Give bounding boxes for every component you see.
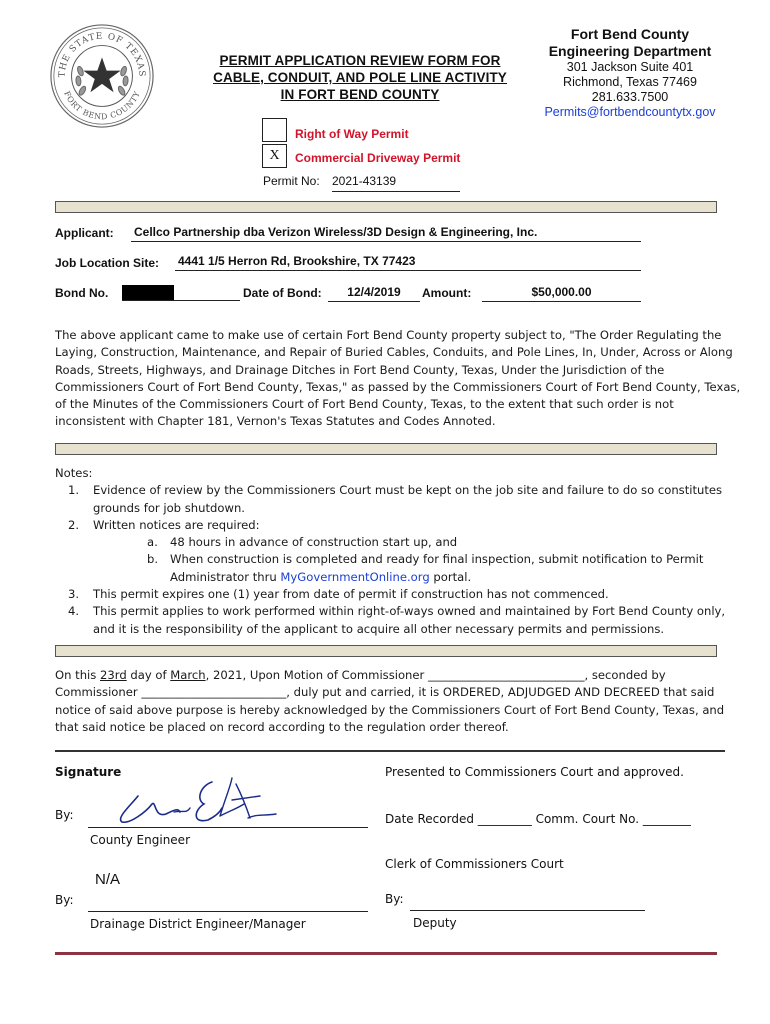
note-text: Evidence of review by the Commissioners Court must be kept on the job site and failure to do so constitutes <box>93 483 723 498</box>
intro-line: Commissioners Court of Fort Bend County, Texas," as passed by the Commissioners Court of Fort Bend County, Texas, <box>55 379 741 394</box>
order-month: March <box>170 668 206 682</box>
clerk-label: Clerk of Commissioners Court <box>385 857 564 871</box>
note-text-prefix: Administrator thru <box>170 569 281 584</box>
notes-block <box>55 465 725 638</box>
note-number: 4. <box>68 604 80 619</box>
county-engineer-label: County Engineer <box>90 833 190 847</box>
notes-heading: Notes: <box>55 466 93 480</box>
county-name: Fort Bend County <box>570 26 690 42</box>
department-contact-block <box>530 26 730 120</box>
mygovernmentonline-link[interactable]: MyGovernmentOnline.org <box>280 569 430 584</box>
bond-no-label: Bond No. <box>55 286 109 300</box>
note-text-suffix: portal. <box>429 569 472 584</box>
commercial-driveway-label: Commercial Driveway Permit <box>295 151 461 165</box>
applicant-label: Applicant: <box>55 226 114 240</box>
job-location-field[interactable]: 4441 1/5 Herron Rd, Brookshire, TX 77423 <box>175 254 641 271</box>
signature-heading: Signature <box>55 765 122 779</box>
form-title <box>190 52 530 103</box>
presented-text: Presented to Commissioners Court and approved. <box>385 765 684 779</box>
svg-text:FORT BEND COUNTY: FORT BEND COUNTY <box>62 89 142 122</box>
note-text: and it is the responsibility of the applicant to acquire all other necessary permits and permissions. <box>93 621 665 636</box>
permit-no-field[interactable]: 2021-43139 <box>332 174 460 192</box>
email-link[interactable]: Permits@fortbendcountytx.gov <box>544 105 716 119</box>
by-label: By: <box>55 893 74 907</box>
applicant-field[interactable]: Cellco Partnership dba Verizon Wireless/3D Design & Engineering, Inc. <box>131 225 641 242</box>
note-number: 1. <box>68 483 80 498</box>
note-number: 3. <box>68 587 80 602</box>
form-title-line-2: CABLE, CONDUIT, AND POLE LINE ACTIVITY <box>213 70 507 85</box>
note-text: grounds for job shutdown. <box>93 500 245 515</box>
amount-label: Amount: <box>422 286 472 300</box>
order-text: , 2021, Upon Motion of Commissioner ___________________________, seconded by <box>205 668 666 682</box>
note-sub-letter: b. <box>147 552 159 567</box>
note-sub-letter: a. <box>147 535 158 550</box>
note-text: This permit applies to work performed within right-of-ways owned and maintained by Fort Bend County only, <box>93 604 726 619</box>
bond-no-redaction <box>122 285 174 300</box>
section-divider-bar <box>55 443 717 455</box>
intro-line: of the Minutes of the Commissioners Court of Fort Bend County, Texas, to the extent that such order is not <box>55 397 674 412</box>
order-day: 23rd <box>100 668 127 682</box>
intro-line: Roads, Streets, Highways, and Drainage Ditches in Fort Bend County, Texas, Under the Jurisdiction of the <box>55 362 665 377</box>
right-of-way-label: Right of Way Permit <box>295 127 409 141</box>
note-text: 48 hours in advance of construction start up, and <box>170 535 458 550</box>
signature-section-rule <box>55 750 725 752</box>
county-seal-icon <box>48 22 156 130</box>
section-divider-bar <box>55 645 717 657</box>
deputy-label: Deputy <box>413 916 457 930</box>
order-line: Commissioner _________________________, duly put and carried, it is ORDERED, ADJUDGED AND DECREED that said <box>55 685 715 700</box>
section-divider-bar <box>55 201 717 213</box>
address-line-2: Richmond, Texas 77469 <box>563 75 697 89</box>
deputy-signature-line <box>410 910 645 911</box>
phone-number: 281.633.7500 <box>591 90 669 104</box>
county-engineer-signature-line <box>88 827 368 828</box>
order-paragraph <box>55 667 735 736</box>
intro-paragraph <box>55 327 741 431</box>
amount-field[interactable]: $50,000.00 <box>482 285 641 302</box>
order-line: notice of said above purpose is hereby acknowledged by the Commissioners Court of Fort Bend County, Texas, and <box>55 702 725 717</box>
order-text: On this <box>55 668 100 682</box>
form-title-line-3: IN FORT BEND COUNTY <box>280 87 440 102</box>
drainage-engineer-label: Drainage District Engineer/Manager <box>90 917 306 931</box>
footer-rule <box>55 952 717 955</box>
note-text: This permit expires one (1) year from date of permit if construction has not commenced. <box>93 587 609 602</box>
form-title-line-1: PERMIT APPLICATION REVIEW FORM FOR <box>219 53 501 68</box>
date-of-bond-field[interactable]: 12/4/2019 <box>328 285 420 302</box>
date-recorded-text: Date Recorded _________ Comm. Court No. ________ <box>385 812 691 826</box>
intro-line: The above applicant came to make use of certain Fort Bend County property subject to, "The Order Regulating the <box>55 328 722 342</box>
department-name: Engineering Department <box>548 43 712 59</box>
job-location-label: Job Location Site: <box>55 256 160 270</box>
drainage-engineer-signature-line <box>88 911 368 912</box>
na-text: N/A <box>95 871 121 888</box>
bond-no-underline <box>122 300 240 301</box>
note-text: Written notices are required: <box>93 517 260 532</box>
intro-line: inconsistent with Chapter 181, Vernon's Texas Statutes and Codes Annoted. <box>55 414 496 429</box>
order-text: day of <box>126 668 171 682</box>
note-number: 2. <box>68 517 80 532</box>
date-of-bond-label: Date of Bond: <box>243 286 322 300</box>
address-line-1: 301 Jackson Suite 401 <box>566 60 694 74</box>
commercial-driveway-checkbox[interactable]: X <box>262 144 287 168</box>
permit-no-label: Permit No: <box>263 174 320 188</box>
note-text: When construction is completed and ready for final inspection, submit notification to Permit <box>170 552 704 567</box>
county-engineer-signature-icon <box>108 766 288 830</box>
svg-text:THE STATE OF TEXAS: THE STATE OF TEXAS <box>57 31 147 78</box>
intro-line: Laying, Construction, Maintenance, and Repair of Buried Cables, Conduits, and Pole Lines, In, Under, Across or Along <box>55 345 733 360</box>
by-label: By: <box>385 892 404 906</box>
order-line: that said notice be placed on record according to the regulation order thereof. <box>55 719 509 734</box>
order-line <box>55 667 735 684</box>
by-label: By: <box>55 808 74 822</box>
right-of-way-checkbox[interactable] <box>262 118 287 142</box>
note-text <box>170 569 471 586</box>
